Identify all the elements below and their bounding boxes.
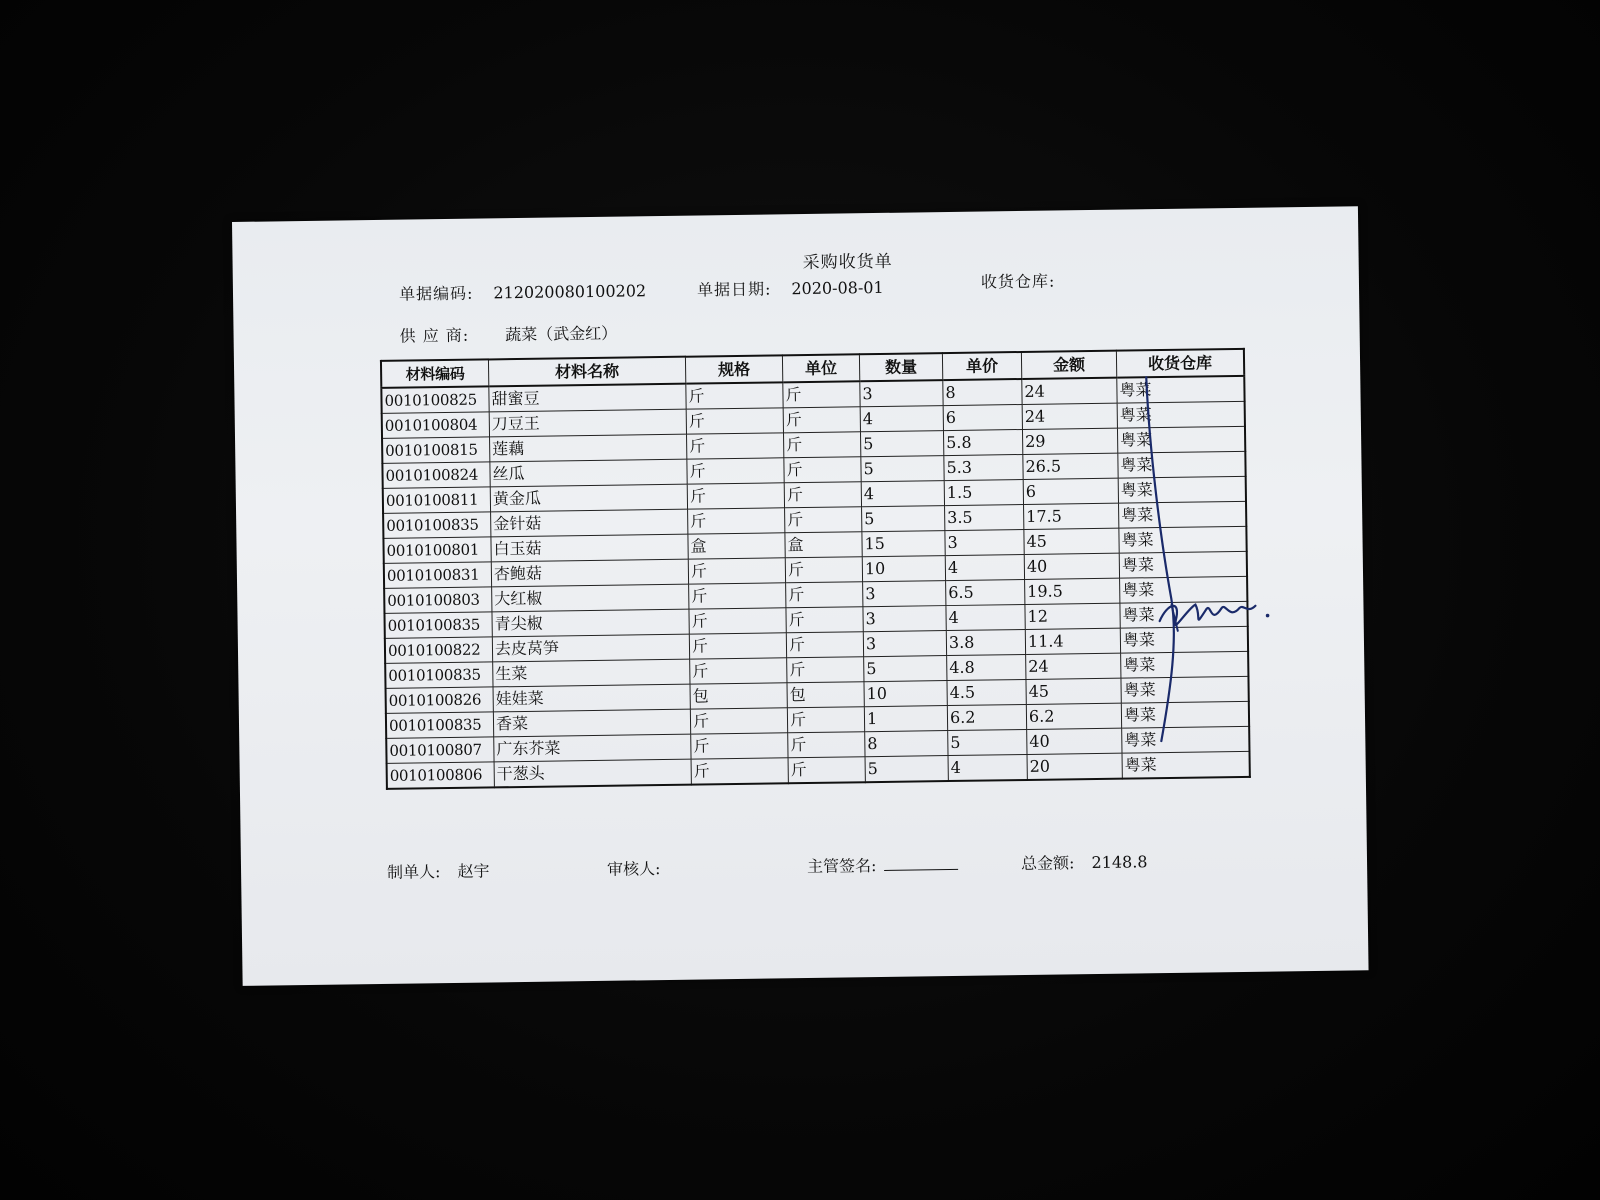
supervisor-signature-line — [884, 855, 958, 871]
cell-name: 去皮莴笋 — [492, 634, 689, 662]
supplier-label: 供 应 商: — [399, 325, 470, 346]
cell-name: 刀豆王 — [489, 409, 686, 437]
cell-unit: 斤 — [783, 407, 860, 433]
cell-spec: 斤 — [689, 608, 786, 634]
cell-code: 0010100826 — [386, 687, 494, 713]
cell-unit: 斤 — [784, 457, 861, 483]
cell-warehouse: 粤菜 — [1121, 676, 1249, 703]
cell-amount: 24 — [1022, 378, 1117, 405]
cell-spec: 斤 — [686, 408, 783, 434]
cell-spec: 斤 — [689, 633, 786, 659]
cell-name: 莲藕 — [490, 434, 687, 462]
cell-code: 0010100803 — [384, 587, 492, 613]
cell-qty: 5 — [860, 431, 943, 457]
cell-price: 3.5 — [945, 504, 1024, 530]
total-value: 2148.8 — [1091, 852, 1148, 873]
cell-unit: 斤 — [786, 607, 863, 633]
cell-spec: 斤 — [687, 483, 784, 509]
cell-code: 0010100822 — [385, 637, 493, 663]
cell-unit: 盒 — [785, 532, 862, 558]
header-amount: 金额 — [1021, 351, 1116, 379]
doc-date-field — [697, 275, 884, 301]
cell-price: 3 — [945, 529, 1024, 555]
cell-price: 5.3 — [944, 454, 1023, 480]
maker-value: 赵宇 — [457, 861, 490, 881]
cell-price: 3.8 — [946, 629, 1025, 655]
goods-table — [380, 348, 1251, 790]
cell-name: 大红椒 — [492, 584, 689, 612]
cell-name: 青尖椒 — [492, 609, 689, 637]
cell-price: 4 — [948, 754, 1027, 781]
cell-warehouse: 粤菜 — [1117, 376, 1245, 403]
cell-qty: 8 — [865, 731, 948, 757]
cell-amount: 24 — [1026, 653, 1121, 679]
cell-price: 4.8 — [947, 654, 1026, 680]
cell-unit: 斤 — [785, 557, 862, 583]
cell-code: 0010100824 — [382, 462, 490, 488]
cell-amount: 19.5 — [1025, 578, 1120, 604]
cell-name: 广东芥菜 — [494, 734, 691, 762]
header-code: 材料编码 — [381, 359, 489, 387]
cell-qty: 1 — [864, 706, 947, 732]
cell-qty: 3 — [863, 631, 946, 657]
cell-amount: 45 — [1024, 528, 1119, 554]
cell-warehouse: 粤菜 — [1119, 551, 1247, 578]
maker-field — [387, 858, 490, 882]
supervisor-label: 主管签名: — [806, 856, 877, 877]
cell-unit: 斤 — [787, 707, 864, 733]
cell-spec: 斤 — [688, 558, 785, 584]
cell-spec: 斤 — [688, 508, 785, 534]
cell-code: 0010100835 — [383, 512, 491, 538]
cell-unit: 斤 — [785, 507, 862, 533]
warehouse-label: 收货仓库: — [980, 271, 1056, 292]
cell-amount: 11.4 — [1025, 628, 1120, 654]
cell-name: 生菜 — [493, 659, 690, 687]
supplier-value: 蔬菜（武金红） — [505, 323, 618, 345]
cell-price: 6.2 — [947, 704, 1026, 730]
cell-warehouse: 粤菜 — [1122, 751, 1250, 778]
cell-qty: 5 — [864, 656, 947, 682]
cell-unit: 斤 — [783, 381, 860, 408]
cell-name: 杏鲍菇 — [491, 559, 688, 587]
header-warehouse: 收货仓库 — [1116, 349, 1244, 378]
cell-name: 甜蜜豆 — [489, 384, 686, 412]
cell-code: 0010100835 — [386, 712, 494, 738]
cell-qty: 10 — [862, 556, 945, 582]
cell-code: 0010100807 — [386, 737, 494, 763]
cell-name: 黄金瓜 — [490, 484, 687, 512]
cell-price: 5 — [948, 729, 1027, 755]
cell-code: 0010100825 — [381, 386, 489, 413]
cell-name: 白玉菇 — [491, 534, 688, 562]
cell-spec: 斤 — [691, 733, 788, 759]
cell-warehouse: 粤菜 — [1121, 651, 1249, 678]
reviewer-label: 审核人: — [606, 859, 661, 879]
cell-qty: 5 — [861, 456, 944, 482]
header-spec: 规格 — [685, 355, 782, 383]
cell-warehouse: 粤菜 — [1120, 626, 1248, 653]
document-title: 采购收货单 — [802, 251, 893, 274]
cell-spec: 盒 — [688, 533, 785, 559]
supervisor-field — [807, 852, 959, 877]
cell-warehouse: 粤菜 — [1117, 426, 1245, 453]
cell-spec: 斤 — [690, 708, 787, 734]
cell-price: 8 — [943, 379, 1022, 406]
cell-warehouse: 粤菜 — [1120, 601, 1248, 628]
cell-price: 6 — [943, 404, 1022, 430]
header-unit: 单位 — [782, 354, 859, 382]
header-price: 单价 — [942, 352, 1021, 380]
cell-code: 0010100831 — [384, 562, 492, 588]
header-qty: 数量 — [859, 353, 942, 381]
cell-name: 干葱头 — [494, 759, 691, 787]
receipt-sheet — [232, 206, 1369, 986]
cell-warehouse: 粤菜 — [1121, 701, 1249, 728]
cell-amount: 29 — [1022, 428, 1117, 454]
cell-price: 4 — [946, 604, 1025, 630]
cell-name: 娃娃菜 — [493, 684, 690, 712]
cell-unit: 包 — [787, 682, 864, 708]
doc-date-value: 2020-08-01 — [791, 277, 884, 299]
doc-date-label: 单据日期: — [696, 279, 772, 300]
cell-warehouse: 粤菜 — [1117, 401, 1245, 428]
header-name: 材料名称 — [488, 357, 685, 387]
cell-code: 0010100804 — [382, 412, 490, 438]
cell-price: 6.5 — [946, 579, 1025, 605]
cell-code: 0010100835 — [384, 612, 492, 638]
cell-warehouse: 粤菜 — [1118, 476, 1246, 503]
cell-name: 丝瓜 — [490, 459, 687, 487]
total-label: 总金额: — [1020, 853, 1075, 874]
doc-number-label: 单据编码: — [398, 283, 474, 304]
cell-spec: 包 — [690, 683, 787, 709]
cell-qty: 3 — [863, 606, 946, 632]
cell-unit: 斤 — [787, 657, 864, 683]
cell-warehouse: 粤菜 — [1119, 526, 1247, 553]
cell-code: 0010100811 — [383, 487, 491, 513]
cell-spec: 斤 — [690, 658, 787, 684]
cell-qty: 5 — [862, 506, 945, 532]
cell-amount: 40 — [1027, 728, 1122, 754]
cell-amount: 6.2 — [1026, 703, 1121, 729]
cell-code: 0010100815 — [382, 437, 490, 463]
cell-qty: 4 — [861, 481, 944, 507]
cell-warehouse: 粤菜 — [1120, 576, 1248, 603]
cell-spec: 斤 — [687, 458, 784, 484]
cell-code: 0010100801 — [383, 537, 491, 563]
doc-number-value: 212020080100202 — [493, 281, 647, 303]
cell-unit: 斤 — [783, 432, 860, 458]
cell-unit: 斤 — [784, 482, 861, 508]
cell-amount: 40 — [1024, 553, 1119, 579]
cell-price: 4 — [945, 554, 1024, 580]
cell-price: 4.5 — [947, 679, 1026, 705]
reviewer-field — [607, 856, 661, 880]
maker-label: 制单人: — [386, 862, 441, 882]
cell-qty: 3 — [860, 380, 943, 407]
doc-number-field — [399, 278, 646, 304]
cell-warehouse: 粤菜 — [1122, 726, 1250, 753]
cell-spec: 斤 — [686, 382, 783, 409]
cell-name: 金针菇 — [491, 509, 688, 537]
cell-price: 5.8 — [943, 429, 1022, 455]
cell-qty: 3 — [863, 581, 946, 607]
cell-warehouse: 粤菜 — [1119, 501, 1247, 528]
cell-price: 1.5 — [944, 479, 1023, 505]
warehouse-field — [981, 269, 1056, 293]
total-field — [1021, 849, 1148, 874]
cell-qty: 15 — [862, 531, 945, 557]
cell-qty: 4 — [860, 406, 943, 432]
cell-amount: 26.5 — [1023, 453, 1118, 479]
cell-spec: 斤 — [689, 583, 786, 609]
cell-amount: 17.5 — [1024, 503, 1119, 529]
handwritten-signature-mark — [1144, 357, 1300, 779]
cell-spec: 斤 — [691, 758, 788, 785]
cell-code: 0010100835 — [385, 662, 493, 688]
cell-qty: 5 — [865, 756, 948, 783]
cell-amount: 24 — [1022, 403, 1117, 429]
cell-name: 香菜 — [493, 709, 690, 737]
cell-unit: 斤 — [788, 757, 865, 784]
cell-spec: 斤 — [687, 433, 784, 459]
cell-code: 0010100806 — [387, 762, 495, 789]
cell-amount: 20 — [1027, 753, 1122, 780]
cell-amount: 6 — [1023, 478, 1118, 504]
supplier-field — [399, 321, 617, 347]
cell-unit: 斤 — [786, 632, 863, 658]
table-body — [381, 376, 1250, 789]
cell-amount: 12 — [1025, 603, 1120, 629]
cell-amount: 45 — [1026, 678, 1121, 704]
cell-qty: 10 — [864, 681, 947, 707]
cell-warehouse: 粤菜 — [1118, 451, 1246, 478]
cell-unit: 斤 — [786, 582, 863, 608]
cell-unit: 斤 — [788, 732, 865, 758]
